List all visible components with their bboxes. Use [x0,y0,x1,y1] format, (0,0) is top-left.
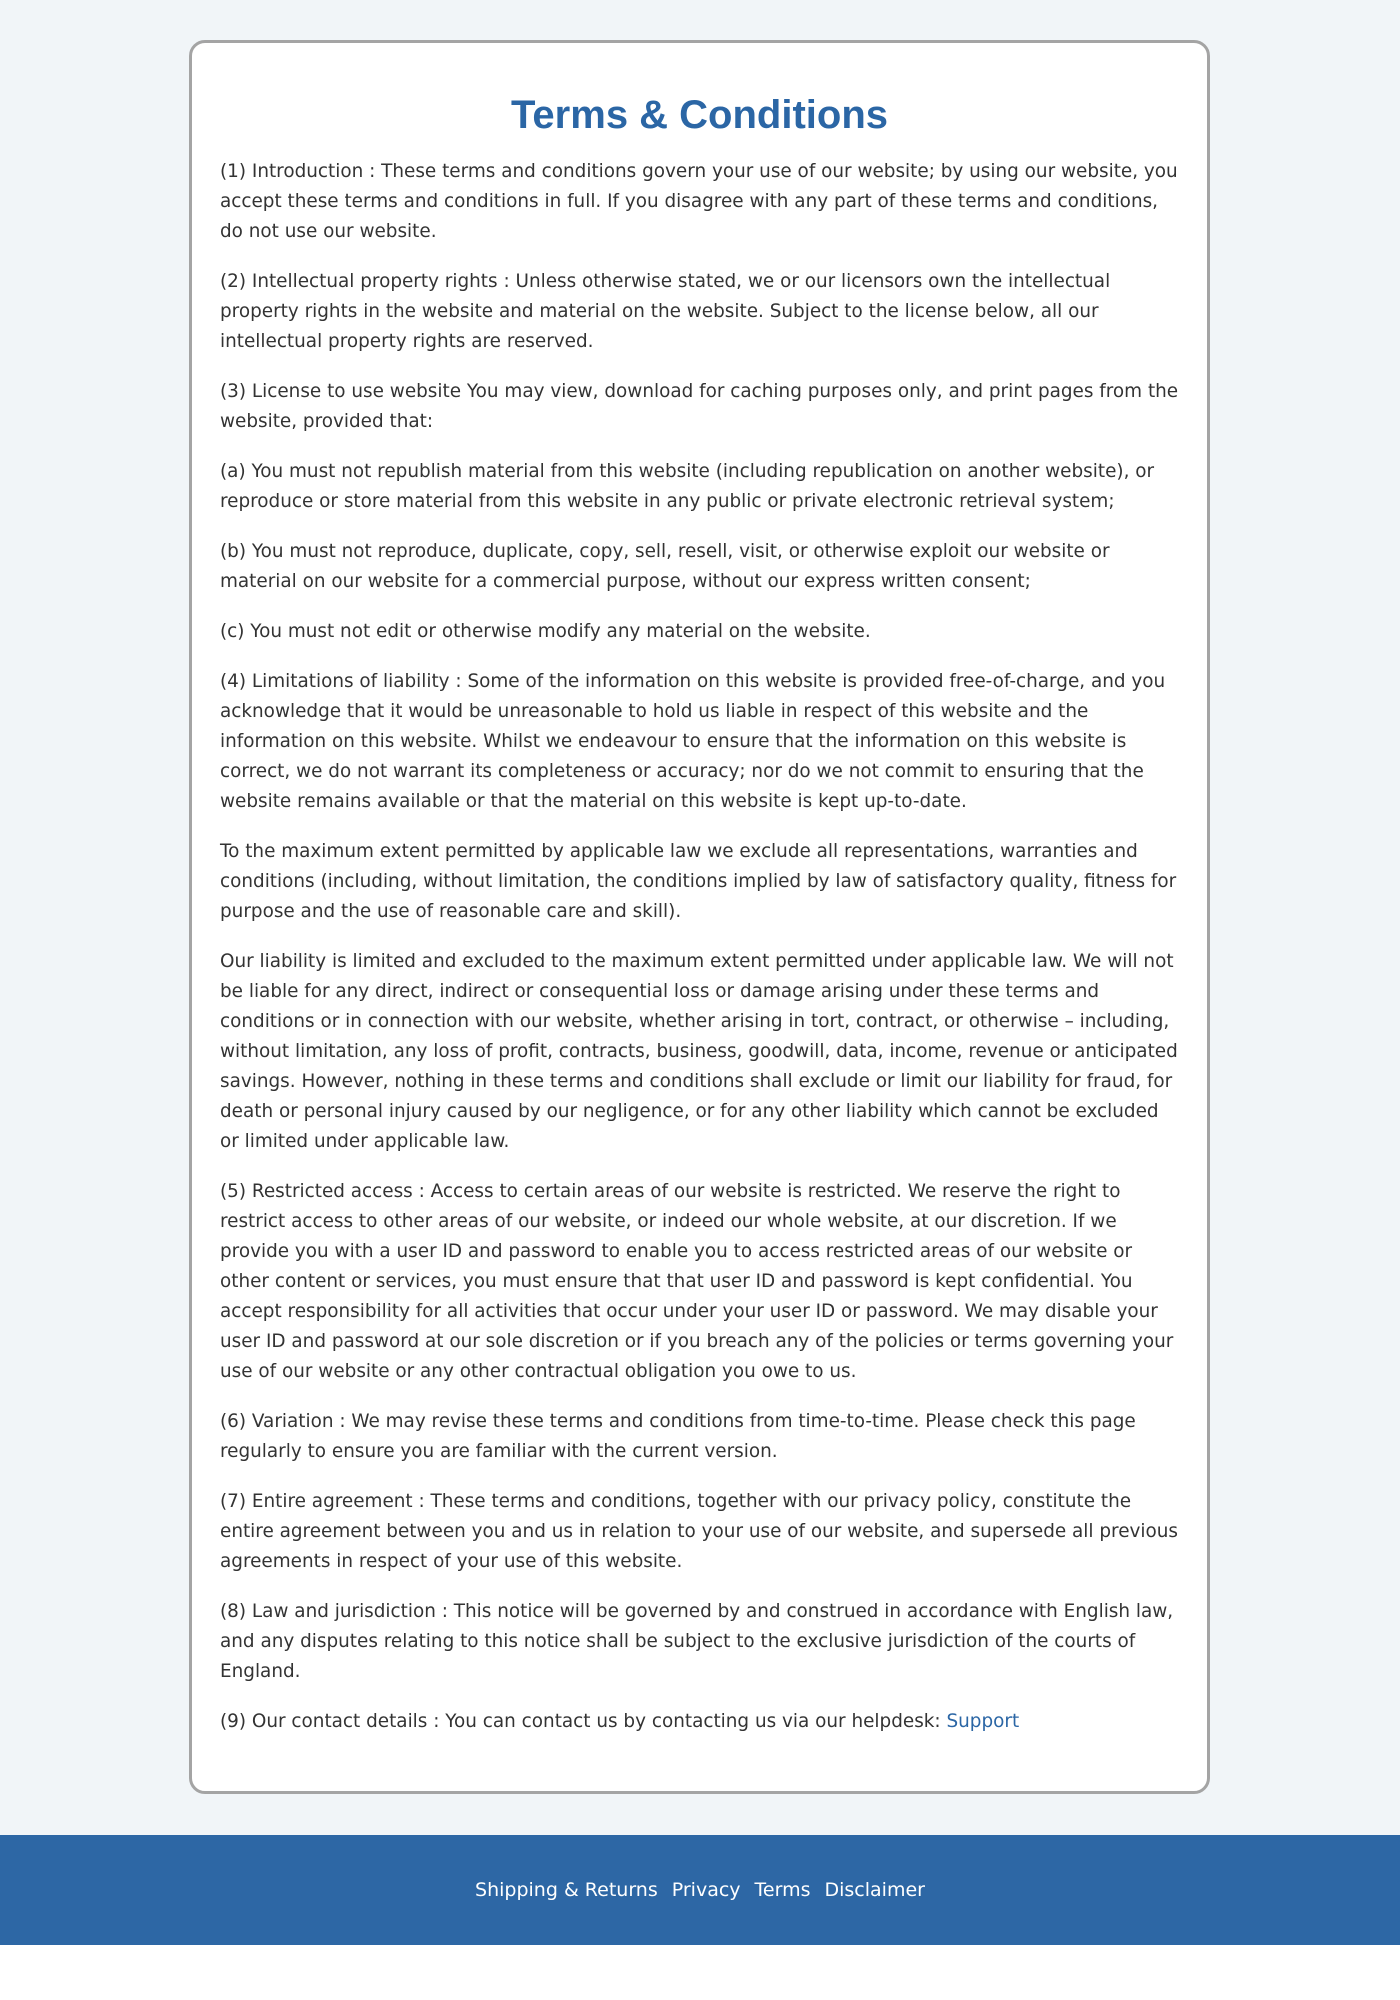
contact-text: (9) Our contact details : You can contact us by contacting us via our helpdesk: [220,1711,947,1732]
terms-paragraph-intellectual-property: (2) Intellectual property rights : Unless otherwise stated, we or our licensors own the intellectual property rights in the website and material on the website. Subject to the license below, all our intellectual property rights are reserved. [220,271,1111,352]
terms-paragraph-license: (3) License to use website You may view, download for caching purposes only, and print pages from the website, provided that: [220,381,1179,432]
footer-link-shipping-returns[interactable]: Shipping & Returns [475,1879,658,1901]
terms-paragraph-contact [220,1707,1179,1737]
footer-link-terms[interactable]: Terms [754,1879,811,1901]
footer [0,1835,1400,1945]
support-link[interactable]: Support [946,1711,1020,1732]
terms-paragraph-license-b: (b) You must not reproduce, duplicate, copy, sell, resell, visit, or otherwise exploit our website or material on our website for a commercial purpose, without our express written consent; [220,541,1110,592]
terms-paragraph-law-jurisdiction: (8) Law and jurisdiction : This notice will be governed by and construed in accordance with English law, and any disputes relating to this notice shall be subject to the exclusive jurisdiction of the courts of England. [220,1601,1174,1682]
terms-paragraph-license-a: (a) You must not republish material from this website (including republication on another website), or reproduce or store material from this website in any public or private electronic retrieval system; [220,461,1155,512]
footer-link-privacy[interactable]: Privacy [671,1879,741,1901]
terms-paragraph-liability-limits: Our liability is limited and excluded to the maximum extent permitted under applicable law. We will not be liable for any direct, indirect or consequential loss or damage arising under these terms and conditions or in connection with our website, whether arising in tort, contract, or otherwise – including, without limitation, any loss of profit, contracts, business, goodwill, data, income, revenue or anticipated savings. However, nothing in these terms and conditions shall exclude or limit our liability for fraud, for death or personal injury caused by our negligence, or for any other liability which cannot be excluded or limited under applicable law. [220,951,1178,1152]
terms-paragraph-liability-exclusion: To the maximum extent permitted by applicable law we exclude all representations, warranties and conditions (including, without limitation, the conditions implied by law of satisfactory quality, fitness for purpose and the use of reasonable care and skill). [220,841,1177,922]
page-bottom-margin [0,1945,1400,2000]
footer-link-disclaimer[interactable]: Disclaimer [824,1879,925,1901]
footer-nav [475,1879,925,1901]
terms-paragraph-variation: (6) Variation : We may revise these terms and conditions from time-to-time. Please check this page regularly to ensure you are familiar with the current version. [220,1411,1136,1462]
terms-paragraph-entire-agreement: (7) Entire agreement : These terms and conditions, together with our privacy policy, constitute the entire agreement between you and us in relation to your use of our website, and supersede all previous agreements in respect of your use of this website. [220,1491,1179,1572]
terms-paragraph-liability: (4) Limitations of liability : Some of the information on this website is provided free-of-charge, and you acknowledge that it would be unreasonable to hold us liable in respect of this website and the information on this website. Whilst we endeavour to ensure that the information on this website is correct, we do not warrant its completeness or accuracy; nor do we not commit to ensuring that the website remains available or that the material on this website is kept up-to-date. [220,671,1166,812]
page-title: Terms & Conditions [510,93,889,137]
terms-card [189,40,1210,1794]
terms-paragraph-license-c: (c) You must not edit or otherwise modify any material on the website. [220,621,871,642]
terms-paragraph-introduction: (1) Introduction : These terms and conditions govern your use of our website; by using our website, you accept these terms and conditions in full. If you disagree with any part of these terms and conditions, do not use our website. [220,161,1178,242]
terms-paragraph-restricted-access: (5) Restricted access : Access to certain areas of our website is restricted. We reserve the right to restrict access to other areas of our website, or indeed our whole website, at our discretion. If we provide you with a user ID and password to enable you to access restricted areas of our website or other content or services, you must ensure that that user ID and password is kept confidential. You accept responsibility for all activities that occur under your user ID or password. We may disable your user ID and password at our sole discretion or if you breach any of the policies or terms governing your use of our website or any other contractual obligation you owe to us. [220,1181,1174,1382]
